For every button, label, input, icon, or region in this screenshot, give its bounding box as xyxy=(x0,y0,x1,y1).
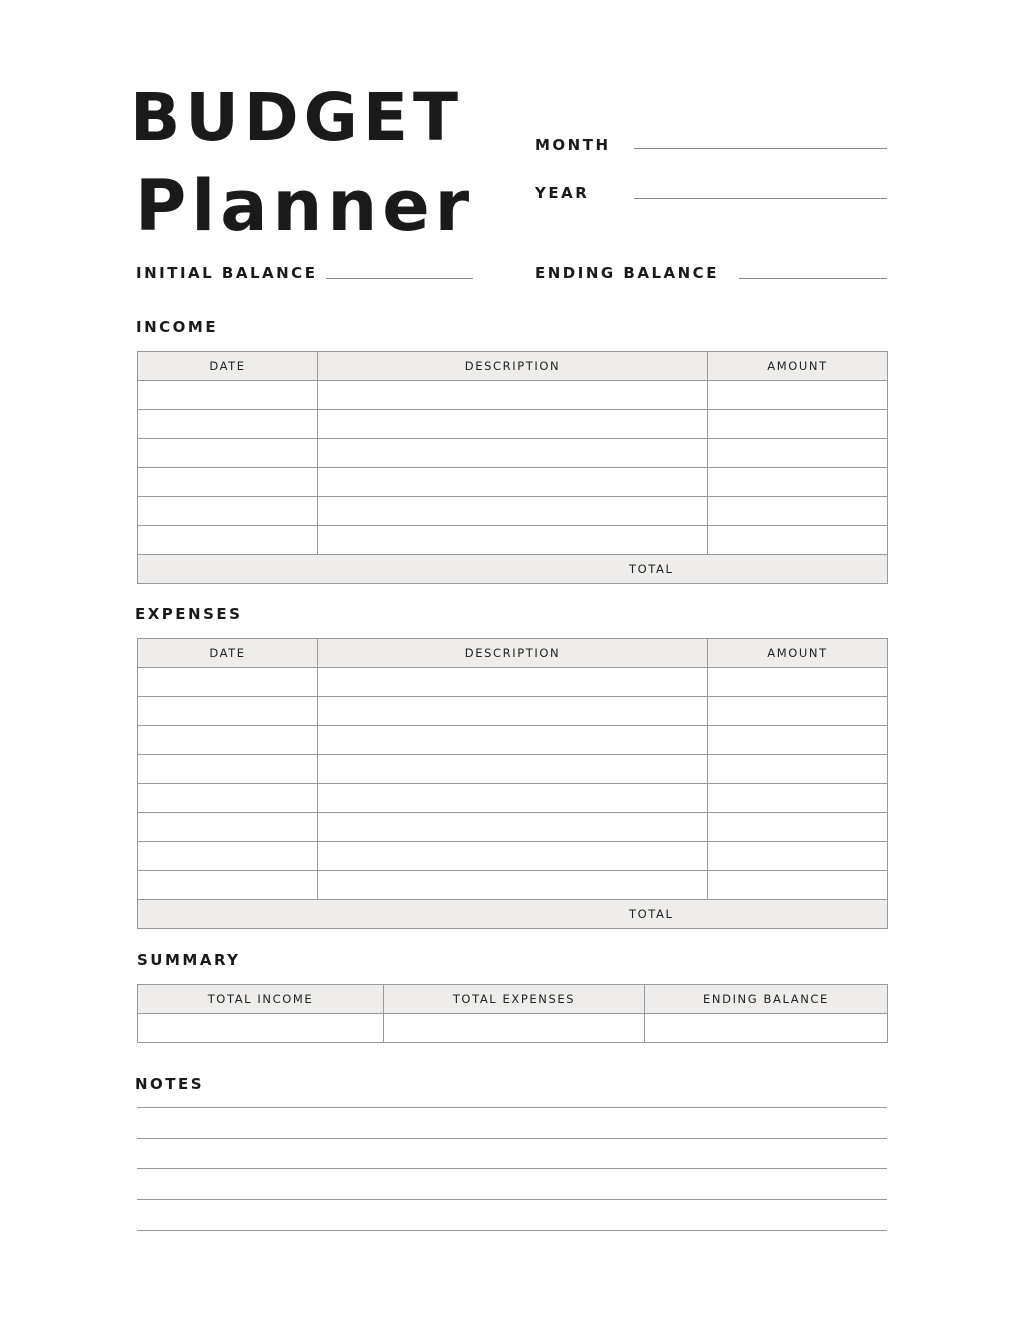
amount-cell[interactable] xyxy=(708,871,888,900)
table-row xyxy=(138,468,888,497)
year-label: YEAR xyxy=(535,184,590,202)
ending-balance-cell[interactable] xyxy=(645,1014,888,1043)
amount-cell[interactable] xyxy=(708,697,888,726)
date-cell[interactable] xyxy=(138,871,318,900)
table-row xyxy=(138,668,888,697)
amount-cell[interactable] xyxy=(708,468,888,497)
summary-values-row xyxy=(138,1014,888,1043)
summary-col-total-expenses: TOTAL EXPENSES xyxy=(384,985,645,1014)
income-total-label: TOTAL xyxy=(138,555,888,584)
notes-line[interactable] xyxy=(137,1107,887,1108)
description-cell[interactable] xyxy=(318,668,708,697)
income-col-date: DATE xyxy=(138,352,318,381)
date-cell[interactable] xyxy=(138,697,318,726)
description-cell[interactable] xyxy=(318,439,708,468)
date-cell[interactable] xyxy=(138,784,318,813)
description-cell[interactable] xyxy=(318,813,708,842)
table-row xyxy=(138,497,888,526)
table-row xyxy=(138,526,888,555)
income-col-amount: AMOUNT xyxy=(708,352,888,381)
date-cell[interactable] xyxy=(138,755,318,784)
table-row xyxy=(138,726,888,755)
expenses-header-row xyxy=(138,639,888,668)
total-income-cell[interactable] xyxy=(138,1014,384,1043)
title-planner: Planner xyxy=(135,165,475,247)
summary-col-total-income: TOTAL INCOME xyxy=(138,985,384,1014)
table-row xyxy=(138,842,888,871)
amount-cell[interactable] xyxy=(708,526,888,555)
notes-line[interactable] xyxy=(137,1138,887,1139)
table-row xyxy=(138,410,888,439)
year-field-line[interactable] xyxy=(634,198,887,199)
expenses-section-title: EXPENSES xyxy=(135,605,243,623)
summary-header-row xyxy=(138,985,888,1014)
table-row xyxy=(138,697,888,726)
amount-cell[interactable] xyxy=(708,726,888,755)
notes-line[interactable] xyxy=(137,1230,887,1231)
description-cell[interactable] xyxy=(318,871,708,900)
income-table xyxy=(137,351,888,584)
table-row xyxy=(138,381,888,410)
date-cell[interactable] xyxy=(138,726,318,755)
expenses-col-date: DATE xyxy=(138,639,318,668)
description-cell[interactable] xyxy=(318,468,708,497)
date-cell[interactable] xyxy=(138,468,318,497)
expenses-total-label: TOTAL xyxy=(138,900,888,929)
amount-cell[interactable] xyxy=(708,842,888,871)
summary-section-title: SUMMARY xyxy=(137,951,241,969)
table-row xyxy=(138,813,888,842)
description-cell[interactable] xyxy=(318,784,708,813)
date-cell[interactable] xyxy=(138,526,318,555)
date-cell[interactable] xyxy=(138,497,318,526)
table-row xyxy=(138,784,888,813)
initial-balance-label: INITIAL BALANCE xyxy=(136,264,318,282)
description-cell[interactable] xyxy=(318,697,708,726)
description-cell[interactable] xyxy=(318,726,708,755)
amount-cell[interactable] xyxy=(708,755,888,784)
description-cell[interactable] xyxy=(318,526,708,555)
date-cell[interactable] xyxy=(138,668,318,697)
amount-cell[interactable] xyxy=(708,439,888,468)
income-col-description: DESCRIPTION xyxy=(318,352,708,381)
table-row xyxy=(138,439,888,468)
date-cell[interactable] xyxy=(138,381,318,410)
initial-balance-field-line[interactable] xyxy=(326,278,473,279)
summary-col-ending-balance: ENDING BALANCE xyxy=(645,985,888,1014)
amount-cell[interactable] xyxy=(708,497,888,526)
expenses-col-amount: AMOUNT xyxy=(708,639,888,668)
month-label: MONTH xyxy=(535,136,611,154)
ending-balance-label: ENDING BALANCE xyxy=(535,264,719,282)
date-cell[interactable] xyxy=(138,439,318,468)
summary-table xyxy=(137,984,888,1043)
expenses-col-description: DESCRIPTION xyxy=(318,639,708,668)
month-field-line[interactable] xyxy=(634,148,887,149)
date-cell[interactable] xyxy=(138,842,318,871)
description-cell[interactable] xyxy=(318,410,708,439)
date-cell[interactable] xyxy=(138,813,318,842)
income-header-row xyxy=(138,352,888,381)
description-cell[interactable] xyxy=(318,381,708,410)
amount-cell[interactable] xyxy=(708,381,888,410)
income-total-row xyxy=(138,555,888,584)
notes-line[interactable] xyxy=(137,1168,887,1169)
expenses-table xyxy=(137,638,888,929)
table-row xyxy=(138,871,888,900)
ending-balance-field-line[interactable] xyxy=(739,278,887,279)
expenses-total-row xyxy=(138,900,888,929)
description-cell[interactable] xyxy=(318,755,708,784)
total-expenses-cell[interactable] xyxy=(384,1014,645,1043)
table-row xyxy=(138,755,888,784)
income-section-title: INCOME xyxy=(136,318,219,336)
title-budget: BUDGET xyxy=(130,79,463,156)
date-cell[interactable] xyxy=(138,410,318,439)
amount-cell[interactable] xyxy=(708,410,888,439)
notes-line[interactable] xyxy=(137,1199,887,1200)
amount-cell[interactable] xyxy=(708,784,888,813)
notes-section-title: NOTES xyxy=(135,1075,205,1093)
description-cell[interactable] xyxy=(318,842,708,871)
amount-cell[interactable] xyxy=(708,813,888,842)
amount-cell[interactable] xyxy=(708,668,888,697)
description-cell[interactable] xyxy=(318,497,708,526)
